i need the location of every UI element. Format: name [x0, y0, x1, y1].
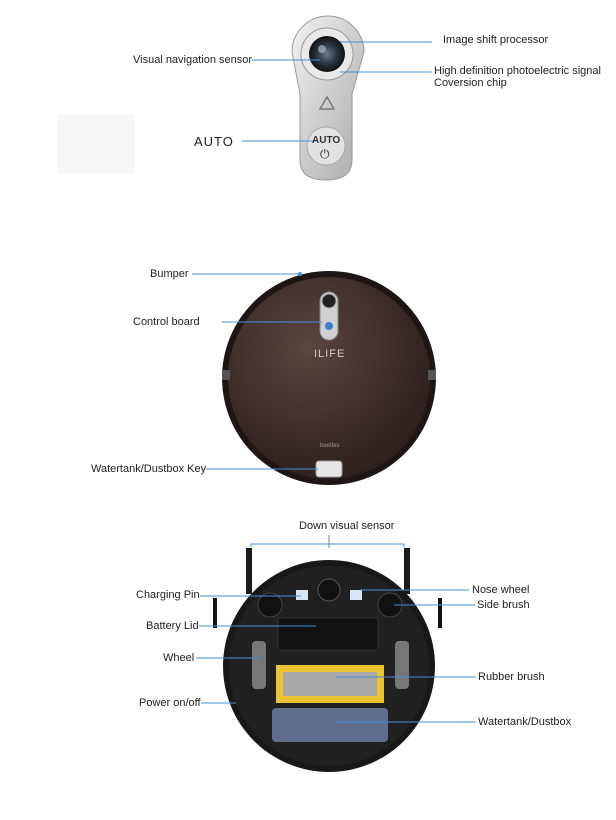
dustbox — [272, 708, 388, 742]
right-wheel — [395, 641, 409, 689]
left-side-brush-arm — [246, 548, 252, 594]
label-auto: AUTO — [194, 134, 234, 149]
battery-lid — [278, 618, 378, 650]
label-visual-navigation-sensor: Visual navigation sensor — [133, 54, 253, 66]
robot-model: beetles — [320, 443, 340, 449]
label-charging-pin: Charging Pin — [136, 589, 200, 601]
label-watertank-dustbox: Watertank/Dustbox — [478, 716, 572, 728]
label-wheel: Wheel — [163, 652, 195, 664]
top-power-button — [325, 322, 333, 330]
label-battery-lid: Battery Lid — [146, 620, 199, 632]
charging-pin-right — [350, 590, 362, 600]
label-bumper: Bumper — [150, 268, 189, 280]
label-nose-wheel: Nose wheel — [472, 584, 530, 596]
camera-lens — [309, 36, 345, 72]
rubber-brush — [283, 672, 377, 696]
left-side-brush — [258, 593, 282, 617]
down-camera — [318, 579, 340, 601]
label-control-board: Control board — [133, 316, 200, 328]
dustbox-key — [316, 461, 342, 477]
top-camera — [322, 294, 336, 308]
label-image-shift-processor: Image shift processor — [443, 34, 549, 46]
left-wheel — [252, 641, 266, 689]
label-watertank-dustbox-key: Watertank/Dustbox Key — [91, 463, 207, 475]
label-hd-chip-line2: Coversion chip — [434, 77, 507, 89]
label-hd-chip-line1: High definition photoelectric signal — [434, 65, 601, 77]
charging-pin-left — [296, 590, 308, 600]
label-down-visual-sensor: Down visual sensor — [299, 520, 395, 532]
label-side-brush: Side brush — [477, 599, 530, 611]
right-side-brush-arm — [404, 548, 410, 594]
panel-auto-text: AUTO — [312, 135, 341, 146]
label-rubber-brush: Rubber brush — [478, 671, 545, 683]
robot-bottom-view — [213, 548, 442, 772]
label-power-on-off: Power on/off — [139, 697, 201, 709]
panel-power-icon: ⏻ — [320, 147, 330, 161]
robot-brand: ILIFE — [314, 348, 346, 360]
